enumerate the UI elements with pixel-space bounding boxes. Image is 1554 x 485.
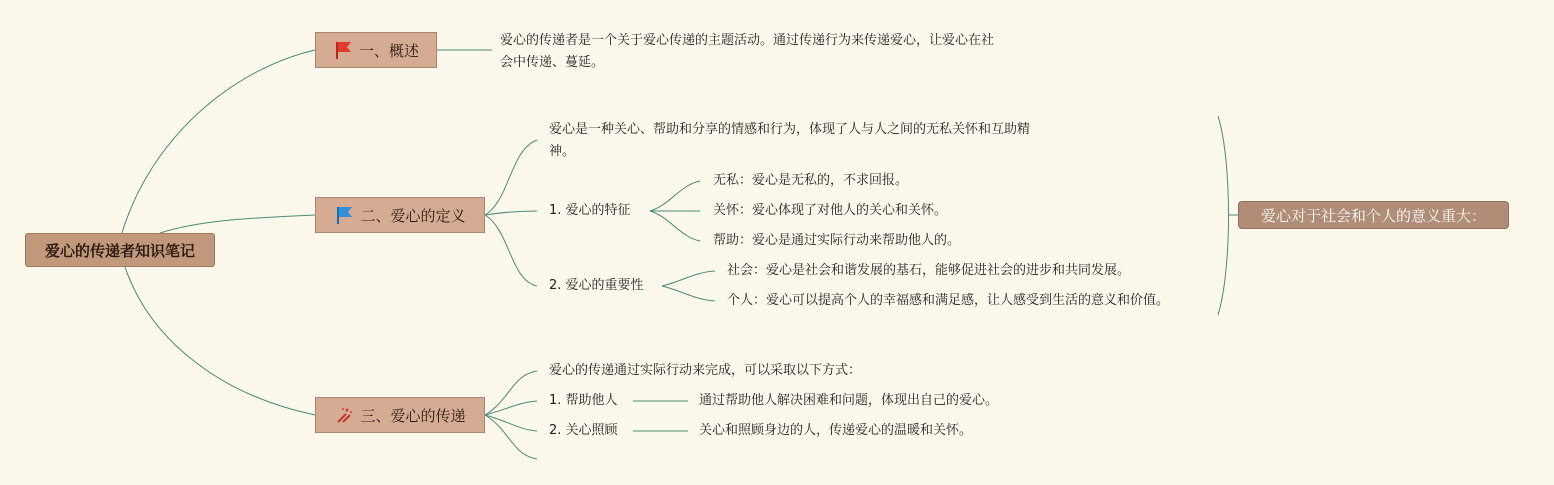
branch-overview[interactable]	[315, 32, 437, 68]
definition-text: 爱心是一种关心、帮助和分享的情感和行为，体现了人与人之间的无私关怀和互助精神。	[549, 122, 1031, 159]
transmission-care-heading: 2. 关心照顾	[549, 423, 618, 438]
summary-label: 爱心对于社会和个人的意义重大：	[1260, 206, 1486, 225]
sparkle-tools-icon	[334, 405, 354, 425]
overview-text: 爱心的传递者是一个关于爱心传递的主题活动。通过传递行为来传递爱心，让爱心在社会中传递、蔓延。	[500, 33, 995, 70]
branch-definition[interactable]	[315, 197, 485, 233]
connector-b2-feature	[485, 211, 537, 215]
branch-definition-label: 二、爱心的定义	[360, 206, 466, 225]
branch-transmission[interactable]	[315, 397, 485, 433]
summary-brace	[1218, 116, 1229, 315]
connector-b3-empty	[485, 415, 537, 459]
connector-b2-importance	[485, 215, 537, 286]
root-topic-label: 爱心的传递者知识笔记	[44, 241, 195, 260]
feature-care: 关怀：爱心体现了对他人的关心和关怀。	[713, 203, 948, 218]
feature-heading: 1. 爱心的特征	[549, 203, 631, 218]
transmission-intro: 爱心的传递通过实际行动来完成，可以采取以下方式：	[549, 363, 862, 378]
red-flag-icon	[333, 40, 353, 60]
transmission-help-text: 通过帮助他人解决困难和问题，体现出自己的爱心。	[699, 393, 999, 408]
branch-transmission-label: 三、爱心的传递	[360, 406, 466, 425]
connector-root-b2	[160, 215, 315, 233]
branch-overview-label: 一、概述	[358, 41, 419, 60]
importance-society: 社会：爱心是社会和谐发展的基石，能够促进社会的进步和共同发展。	[727, 263, 1131, 278]
transmission-help-heading: 1. 帮助他人	[549, 393, 618, 408]
blue-flag-icon	[334, 205, 354, 225]
connector-feature-1	[650, 181, 700, 211]
root-topic[interactable]	[25, 233, 215, 267]
importance-personal: 个人：爱心可以提高个人的幸福感和满足感，让人感受到生活的意义和价值。	[727, 293, 1170, 308]
connector-importance-2	[662, 286, 715, 301]
connector-importance-1	[662, 271, 715, 286]
connector-b3-care	[485, 415, 537, 431]
connector-b2-def	[485, 140, 537, 215]
transmission-care-text: 关心和照顾身边的人，传递爱心的温暖和关怀。	[699, 423, 973, 438]
feature-selfless: 无私：爱心是无私的，不求回报。	[713, 173, 909, 188]
summary-node[interactable]	[1238, 201, 1509, 229]
feature-help: 帮助：爱心是通过实际行动来帮助他人的。	[713, 233, 961, 248]
connector-root-b1	[122, 50, 315, 233]
connector-root-b3	[125, 267, 315, 415]
connector-feature-3	[650, 211, 700, 241]
importance-heading: 2. 爱心的重要性	[549, 278, 644, 293]
connector-b3-intro	[485, 371, 537, 415]
connector-b3-help	[485, 401, 537, 415]
